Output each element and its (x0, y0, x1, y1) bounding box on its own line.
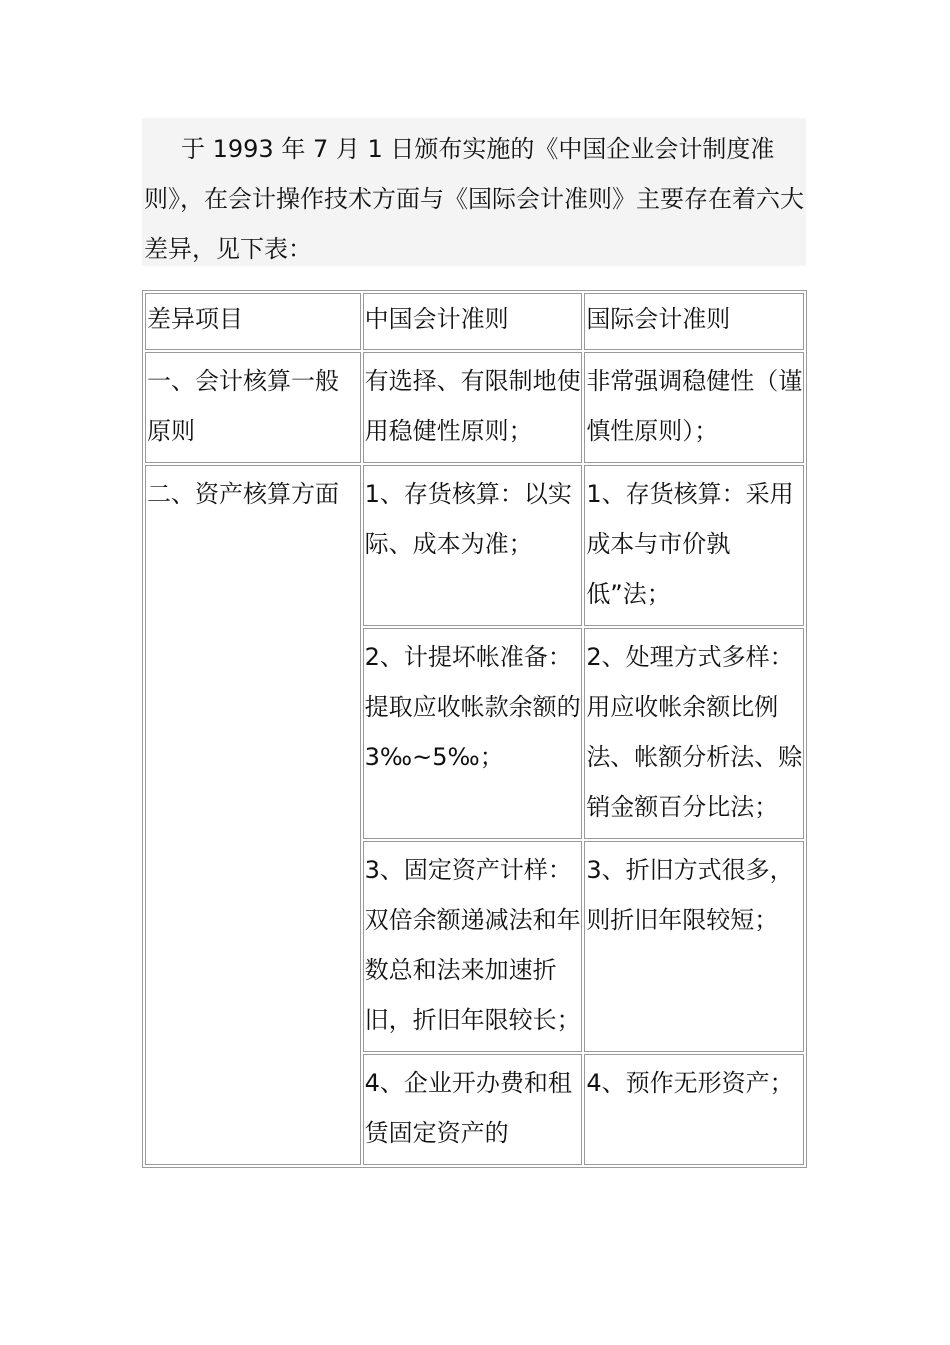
table-row (145, 465, 804, 626)
row-item-cell: 一、会计核算一般原则 (145, 352, 361, 463)
row-cn-cell: 3、固定资产计样：双倍余额递减法和年数总和法来加速折旧，折旧年限较长； (363, 841, 583, 1052)
intro-text: 于 1993 年 7 月 1 日颁布实施的《中国企业会计制度准则》，在会计操作技术方面与《国际会计准则》主要存在着六大差异，见下表： (144, 135, 804, 263)
row-cn-cell: 2、计提坏帐准备：提取应收帐款余额的 3‰~5‰； (363, 628, 583, 839)
row-cn-cell: 有选择、有限制地使用稳健性原则； (363, 352, 583, 463)
row-intl-cell: 2、处理方式多样：用应收帐余额比例法、帐额分析法、赊销金额百分比法； (584, 628, 804, 839)
row-intl-cell: 1、存货核算：采用 成本与市价孰低”法； (584, 465, 804, 626)
row-intl-cell: 4、预作无形资产； (584, 1054, 804, 1165)
header-cell-intl: 国际会计准则 (584, 293, 804, 350)
header-cell-cn: 中国会计准则 (363, 293, 583, 350)
table-header-row (145, 293, 804, 350)
comparison-table (142, 290, 807, 1168)
row-cn-cell: 4、企业开办费和租赁固定资产的 (363, 1054, 583, 1165)
row-cn-cell: 1、存货核算：以实际、成本为准； (363, 465, 583, 626)
header-cell-item: 差异项目 (145, 293, 361, 350)
intro-paragraph-box (142, 118, 806, 266)
row-intl-cell: 3、折旧方式很多，则折旧年限较短； (584, 841, 804, 1052)
row-item-cell: 二、资产核算方面 (145, 465, 361, 1165)
row-intl-cell: 非常强调稳健性（谨慎性原则）； (584, 352, 804, 463)
table-row (145, 352, 804, 463)
